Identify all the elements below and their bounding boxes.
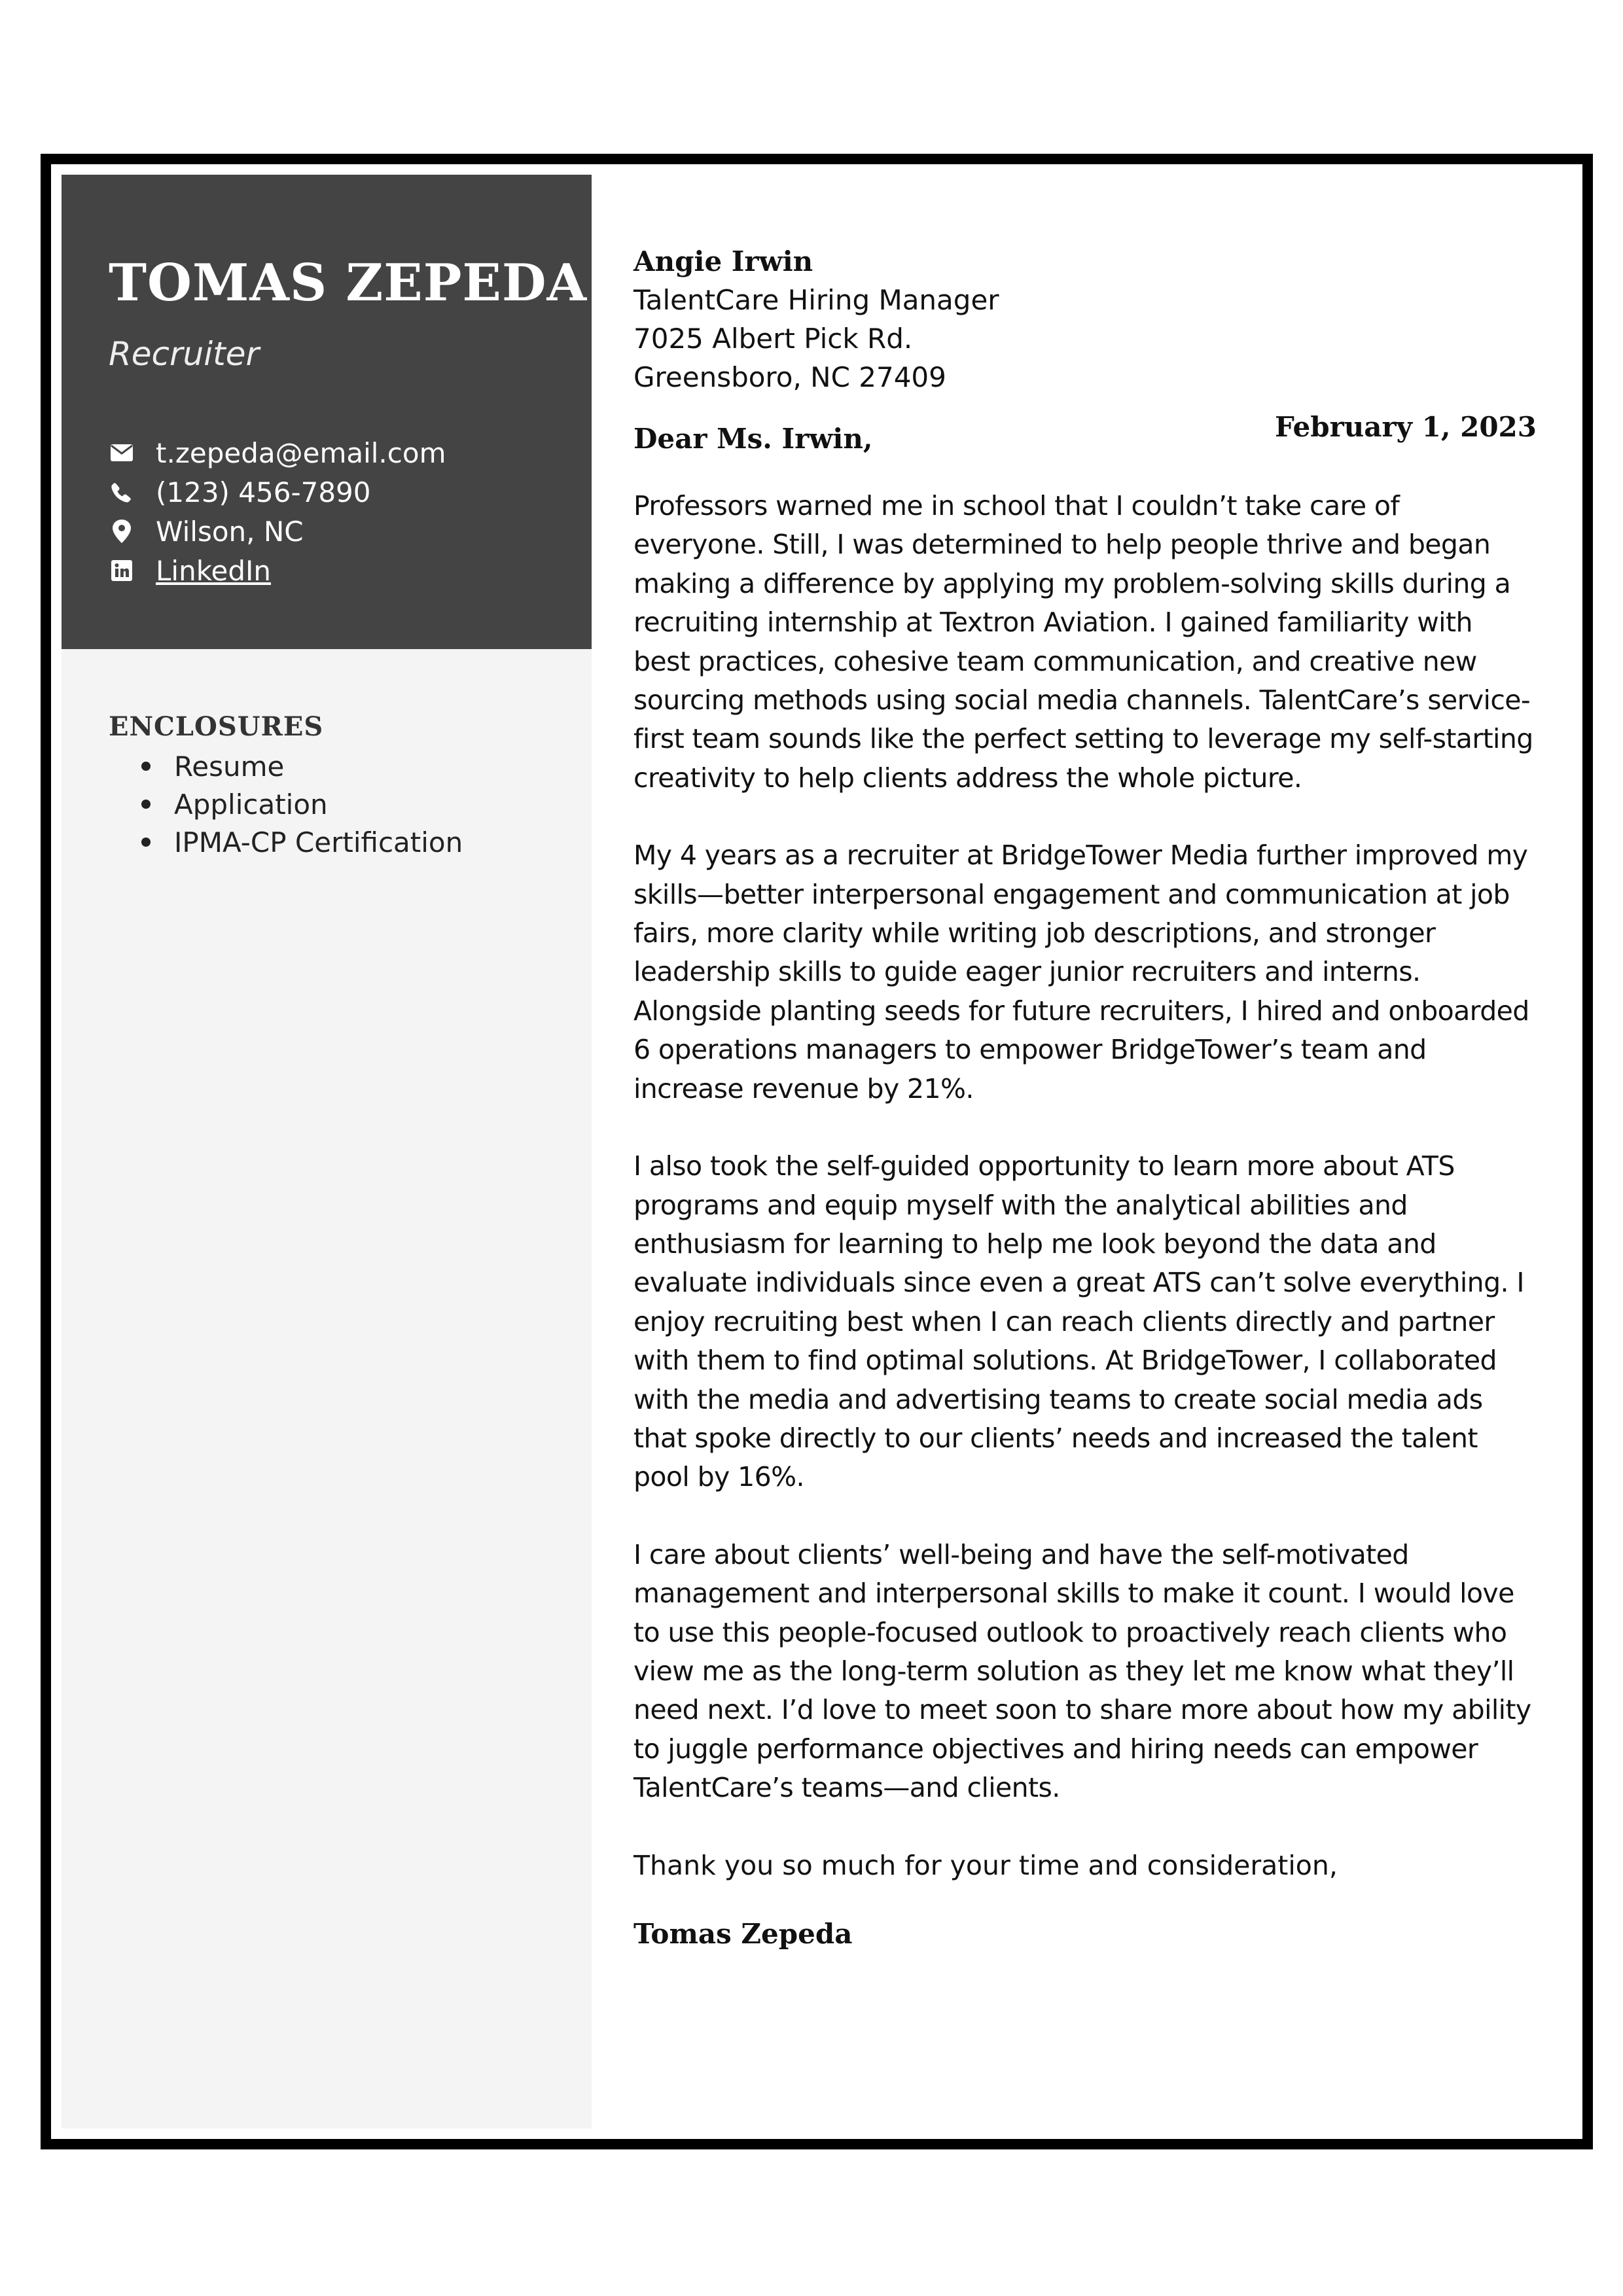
page-frame [41,154,1593,2149]
signature: Tomas Zepeda [633,1917,853,1950]
letter-date: February 1, 2023 [1274,411,1537,443]
map-pin-icon [109,518,135,544]
envelope-icon [109,440,135,466]
recipient-city: Greensboro, NC 27409 [633,361,946,393]
header-block [62,175,592,649]
recipient-title: TalentCare Hiring Manager [633,284,999,316]
recipient-name: Angie Irwin [633,245,813,277]
applicant-role: Recruiter [109,335,260,373]
phone-text[interactable]: (123) 456-7890 [156,476,371,508]
sidebar [62,175,592,2128]
enclosures-title: ENCLOSURES [109,711,324,742]
contact-list [109,433,446,590]
enclosure-label: Resume [174,750,285,783]
applicant-name: TOMAS ZEPEDA [109,253,587,313]
paragraph-1: Professors warned me in school that I couldn’t take care of everyone. Still, I was determined to help people thrive and began making a difference by applying my problem-solving skills during a recruiting internship at Textron Aviation. I gained familiarity with best practices, cohesive team communication, and creative new sourcing methods using social media channels. TalentCare’s service-first team sounds like the perfect setting to leverage my self-starting creativity to help clients address the whole picture. [633,490,1533,794]
contact-email [109,433,446,472]
contact-phone [109,472,446,512]
list-item [109,785,463,823]
list-item [109,747,463,785]
paragraph-2: My 4 years as a recruiter at BridgeTower Media further improved my skills—better interpersonal engagement and communication at job fairs, more clarity while writing job descriptions, and stronger leadership skills to guide eager junior recruiters and interns. Alongside planting seeds for future recruiters, I hired and onboarded 6 operations managers to empower BridgeTower’s team and increase revenue by 21%. [633,839,1529,1104]
enclosures-list [109,747,463,861]
enclosures-section [109,711,463,861]
linkedin-icon [109,557,135,584]
greeting: Dear Ms. Irwin, [633,423,873,455]
letter-body [633,243,1537,1950]
closing-line: Thank you so much for your time and consideration, [633,1849,1338,1881]
contact-linkedin [109,551,446,590]
bullet-icon [141,838,151,847]
paragraph-4: I care about clients’ well-being and have the self-motivated management and interpersonal skills to make it count. I would love to use this people-focused outlook to proactively reach clients who view me as the long-term solution as they let me know what they’ll need next. I’d love to meet soon to share more about how my ability to juggle performance objectives and hiring needs can empower TalentCare’s teams—and clients. [633,1538,1531,1804]
paragraph-3: I also took the self-guided opportunity to learn more about ATS programs and equip myself with the analytical abilities and enthusiasm for learning to help me look beyond the data and evaluate individuals since even a great ATS can’t solve everything. I enjoy recruiting best when I can reach clients directly and partner with them to find optimal solutions. At BridgeTower, I collaborated with the media and advertising teams to create social media ads that spoke directly to our clients’ needs and increased the talent pool by 16%. [633,1150,1524,1493]
email-text[interactable]: t.zepeda@email.com [156,436,446,469]
bullet-icon [141,762,151,771]
phone-icon [109,479,135,505]
linkedin-link[interactable]: LinkedIn [156,554,272,587]
location-text: Wilson, NC [156,515,304,548]
greeting-row [633,411,1537,470]
recipient-street: 7025 Albert Pick Rd. [633,323,913,355]
enclosure-label: Application [174,788,328,821]
list-item [109,823,463,861]
bullet-icon [141,800,151,809]
enclosure-label: IPMA-CP Certification [174,826,463,858]
contact-location [109,512,446,551]
